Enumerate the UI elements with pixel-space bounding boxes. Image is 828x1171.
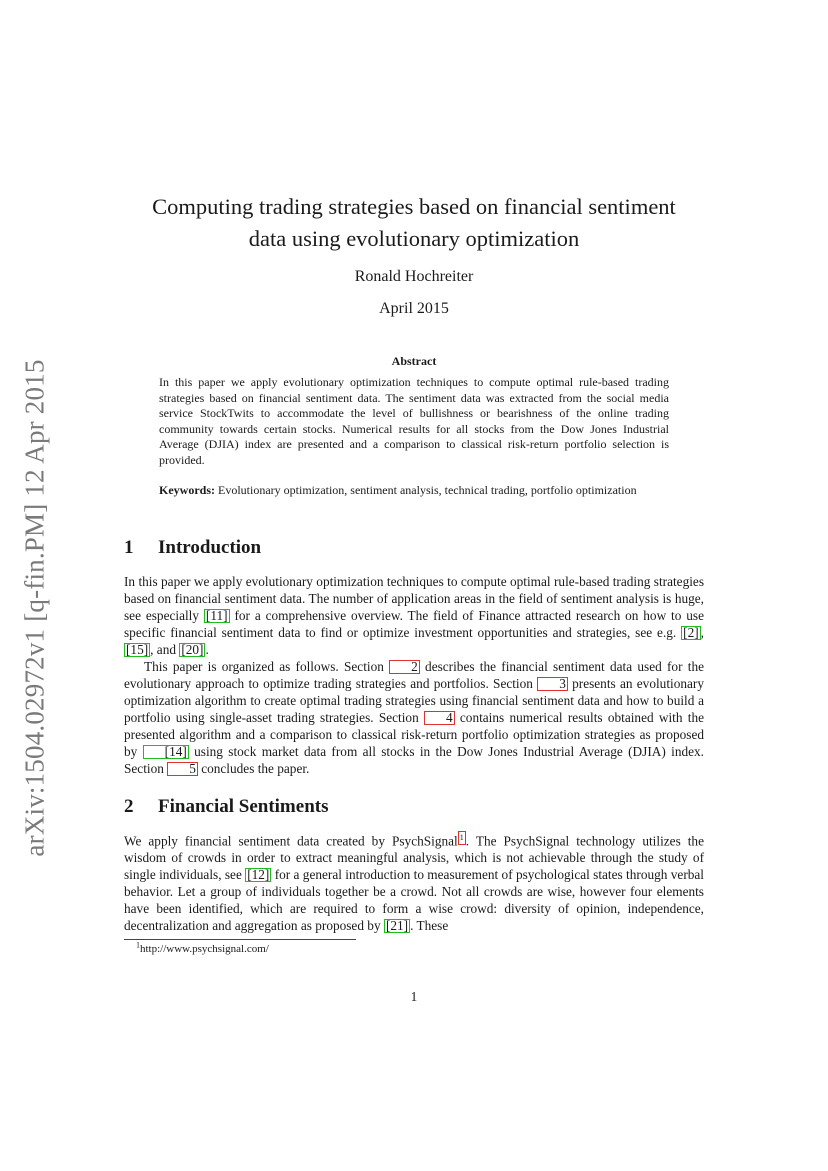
section-ref-link[interactable]: 5 [167, 762, 198, 776]
paper-title-line-2: data using evolutionary optimization [248, 226, 580, 251]
citation-link[interactable]: [11] [205, 608, 228, 623]
citation-link[interactable]: [2] [683, 625, 699, 640]
keywords [159, 483, 669, 499]
text-run: using stock market data from all stocks in the Dow Jones Industrial Average (DJIA) index. Section [124, 744, 704, 776]
text-run: for a general introduction to measurement of psychological states through verbal behavior. Let a group of individuals together be a crowd. Not all crowds are wise, however four elements have been identified, which are required to form a wise crowd: diversity of opinion, independence, decentralization and aggregation as proposed by [124, 867, 704, 934]
footnote-mark: 1 [136, 940, 140, 950]
text-run: concludes the paper. [197, 761, 310, 776]
section-ref-link[interactable]: 2 [389, 660, 420, 674]
section-ref-link[interactable]: 4 [424, 711, 455, 725]
arxiv-side-stamp [10, 348, 60, 868]
section-title: Financial Sentiments [158, 796, 329, 817]
section-body-financial-sentiments [124, 831, 704, 934]
text-run: . The PsychSignal technology utilizes the wisdom of crowds in order to extract meaningful analysis, which is not achievable through the study of single individuals, see [124, 833, 704, 883]
citation-link[interactable]: [12] [247, 867, 270, 883]
arxiv-identifier: arXiv:1504.02972v1 [q-fin.PM] 12 Apr 2015 [19, 359, 50, 857]
text-run: This paper is organized as follows. Section [144, 659, 390, 674]
keywords-text: Evolutionary optimization, sentiment analysis, technical trading, portfolio optimization [218, 483, 637, 497]
keywords-label: Keywords: [159, 483, 215, 497]
citation-link[interactable]: [21] [385, 918, 409, 934]
paper-title [124, 191, 704, 255]
section-ref-link[interactable]: 3 [537, 677, 568, 691]
text-run: . [205, 642, 209, 657]
text-run: We apply financial sentiment data created by PsychSignal [124, 833, 458, 849]
footnote-divider [124, 939, 356, 940]
paragraph [124, 573, 704, 658]
section-number: 1 [124, 537, 134, 558]
text-run: contains numerical results obtained with the presented algorithm and a comparison to classical risk-return portfolio optimization strategies as proposed by [124, 710, 705, 759]
text-run: , and [150, 642, 180, 657]
footnote [136, 940, 269, 955]
author-name: Ronald Hochreiter [354, 268, 474, 285]
citation-link[interactable]: [14] [143, 745, 189, 759]
section-body-introduction [124, 573, 704, 777]
text-run: . These [410, 918, 449, 934]
text-run: describes the financial sentiment data used for the evolutionary approach to optimize trading strategies and portfolios. Section [124, 659, 704, 691]
publication-date: April 2015 [379, 300, 449, 317]
paper-title-line-1: Computing trading strategies based on financial sentiment [152, 194, 676, 219]
footnote-url[interactable]: http://www.psychsignal.com/ [140, 943, 269, 955]
text-run: , [700, 625, 704, 640]
paragraph [124, 831, 704, 934]
text-run: presents an evolutionary optimization algorithm to create optimal trading strategies using financial sentiment data and how to build a portfolio using single-asset trading strategies. Section [124, 676, 704, 725]
paragraph [124, 658, 704, 777]
abstract-text: In this paper we apply evolutionary optimization techniques to compute optimal rule-based trading strategies based on financial sentiment data. The sentiment data was extracted from the social media service StockTwits to accommodate the level of bullishness or bearishness of the online trading community towards certain stocks. Numerical results for all stocks from the Dow Jones Industrial Average (DJIA) index are presented and a comparison to classical risk-return portfolio selection is provided. [159, 375, 669, 467]
text-run: In this paper we apply evolutionary optimization techniques to compute optimal rule-based trading strategies based on financial sentiment data. The number of application areas in the field of sentiment analysis is huge, see especially [124, 574, 704, 623]
section-heading-financial-sentiments [124, 796, 328, 818]
section-title: Introduction [158, 537, 262, 558]
page-number: 1 [410, 989, 418, 1004]
citation-link[interactable]: [15] [126, 642, 149, 657]
footnote-ref-link[interactable]: 1 [458, 831, 466, 845]
citation-link[interactable]: [20] [181, 642, 204, 657]
text-run: for a comprehensive overview. The field of Finance attracted research on how to use specific financial sentiment data to find or optimize investment opportunities and strategies, see e.g. [124, 608, 704, 640]
section-heading-introduction [124, 537, 261, 559]
abstract-heading: Abstract [391, 354, 437, 368]
section-number: 2 [124, 796, 134, 817]
